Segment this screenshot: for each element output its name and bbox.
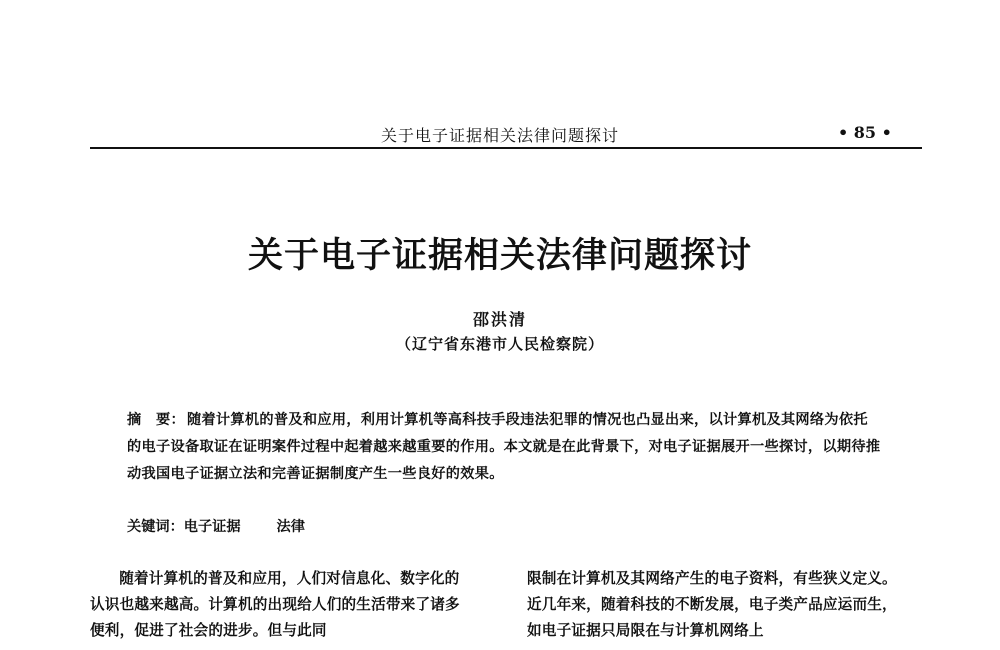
body-paragraph-left: 随着计算机的普及和应用，人们对信息化、数字化的认识也越来越高。计算机的出现给人们的生活带来了诸多便利，促进了社会的进步。但与此同 [90, 570, 460, 639]
page-number: • 85 • [838, 123, 892, 142]
keywords [127, 516, 305, 536]
article-title: 关于电子证据相关法律问题探讨 [247, 236, 752, 276]
header-rule [90, 147, 922, 149]
abstract [127, 407, 882, 488]
author-name: 邵洪清 [472, 310, 527, 329]
abstract-text: 随着计算机的普及和应用，利用计算机等高科技手段违法犯罪的情况也凸显出来，以计算机及其网络为依托的电子设备取证在证明案件过程中起着越来越重要的作用。本文就是在此背景下，对电子证据展开一些探讨，以期待推动我国电子证据立法和完善证据制度产生一些良好的效果。 [127, 412, 881, 482]
body-paragraph-right: 限制在计算机及其网络产生的电子资料，有些狭义定义。近几年来，随着科技的不断发展，电子类产品应运而生，如电子证据只局限在与计算机网络上 [527, 570, 897, 639]
keywords-label: 关键词： [127, 519, 184, 535]
keyword-2: 法律 [276, 519, 305, 535]
body-column-right [527, 566, 902, 644]
running-title: 关于电子证据相关法律问题探讨 [380, 126, 619, 145]
keyword-1: 电子证据 [183, 519, 241, 535]
author-affiliation: （辽宁省东港市人民检察院） [395, 335, 604, 353]
abstract-label: 摘 要： [127, 412, 185, 428]
body-column-left [90, 566, 465, 644]
